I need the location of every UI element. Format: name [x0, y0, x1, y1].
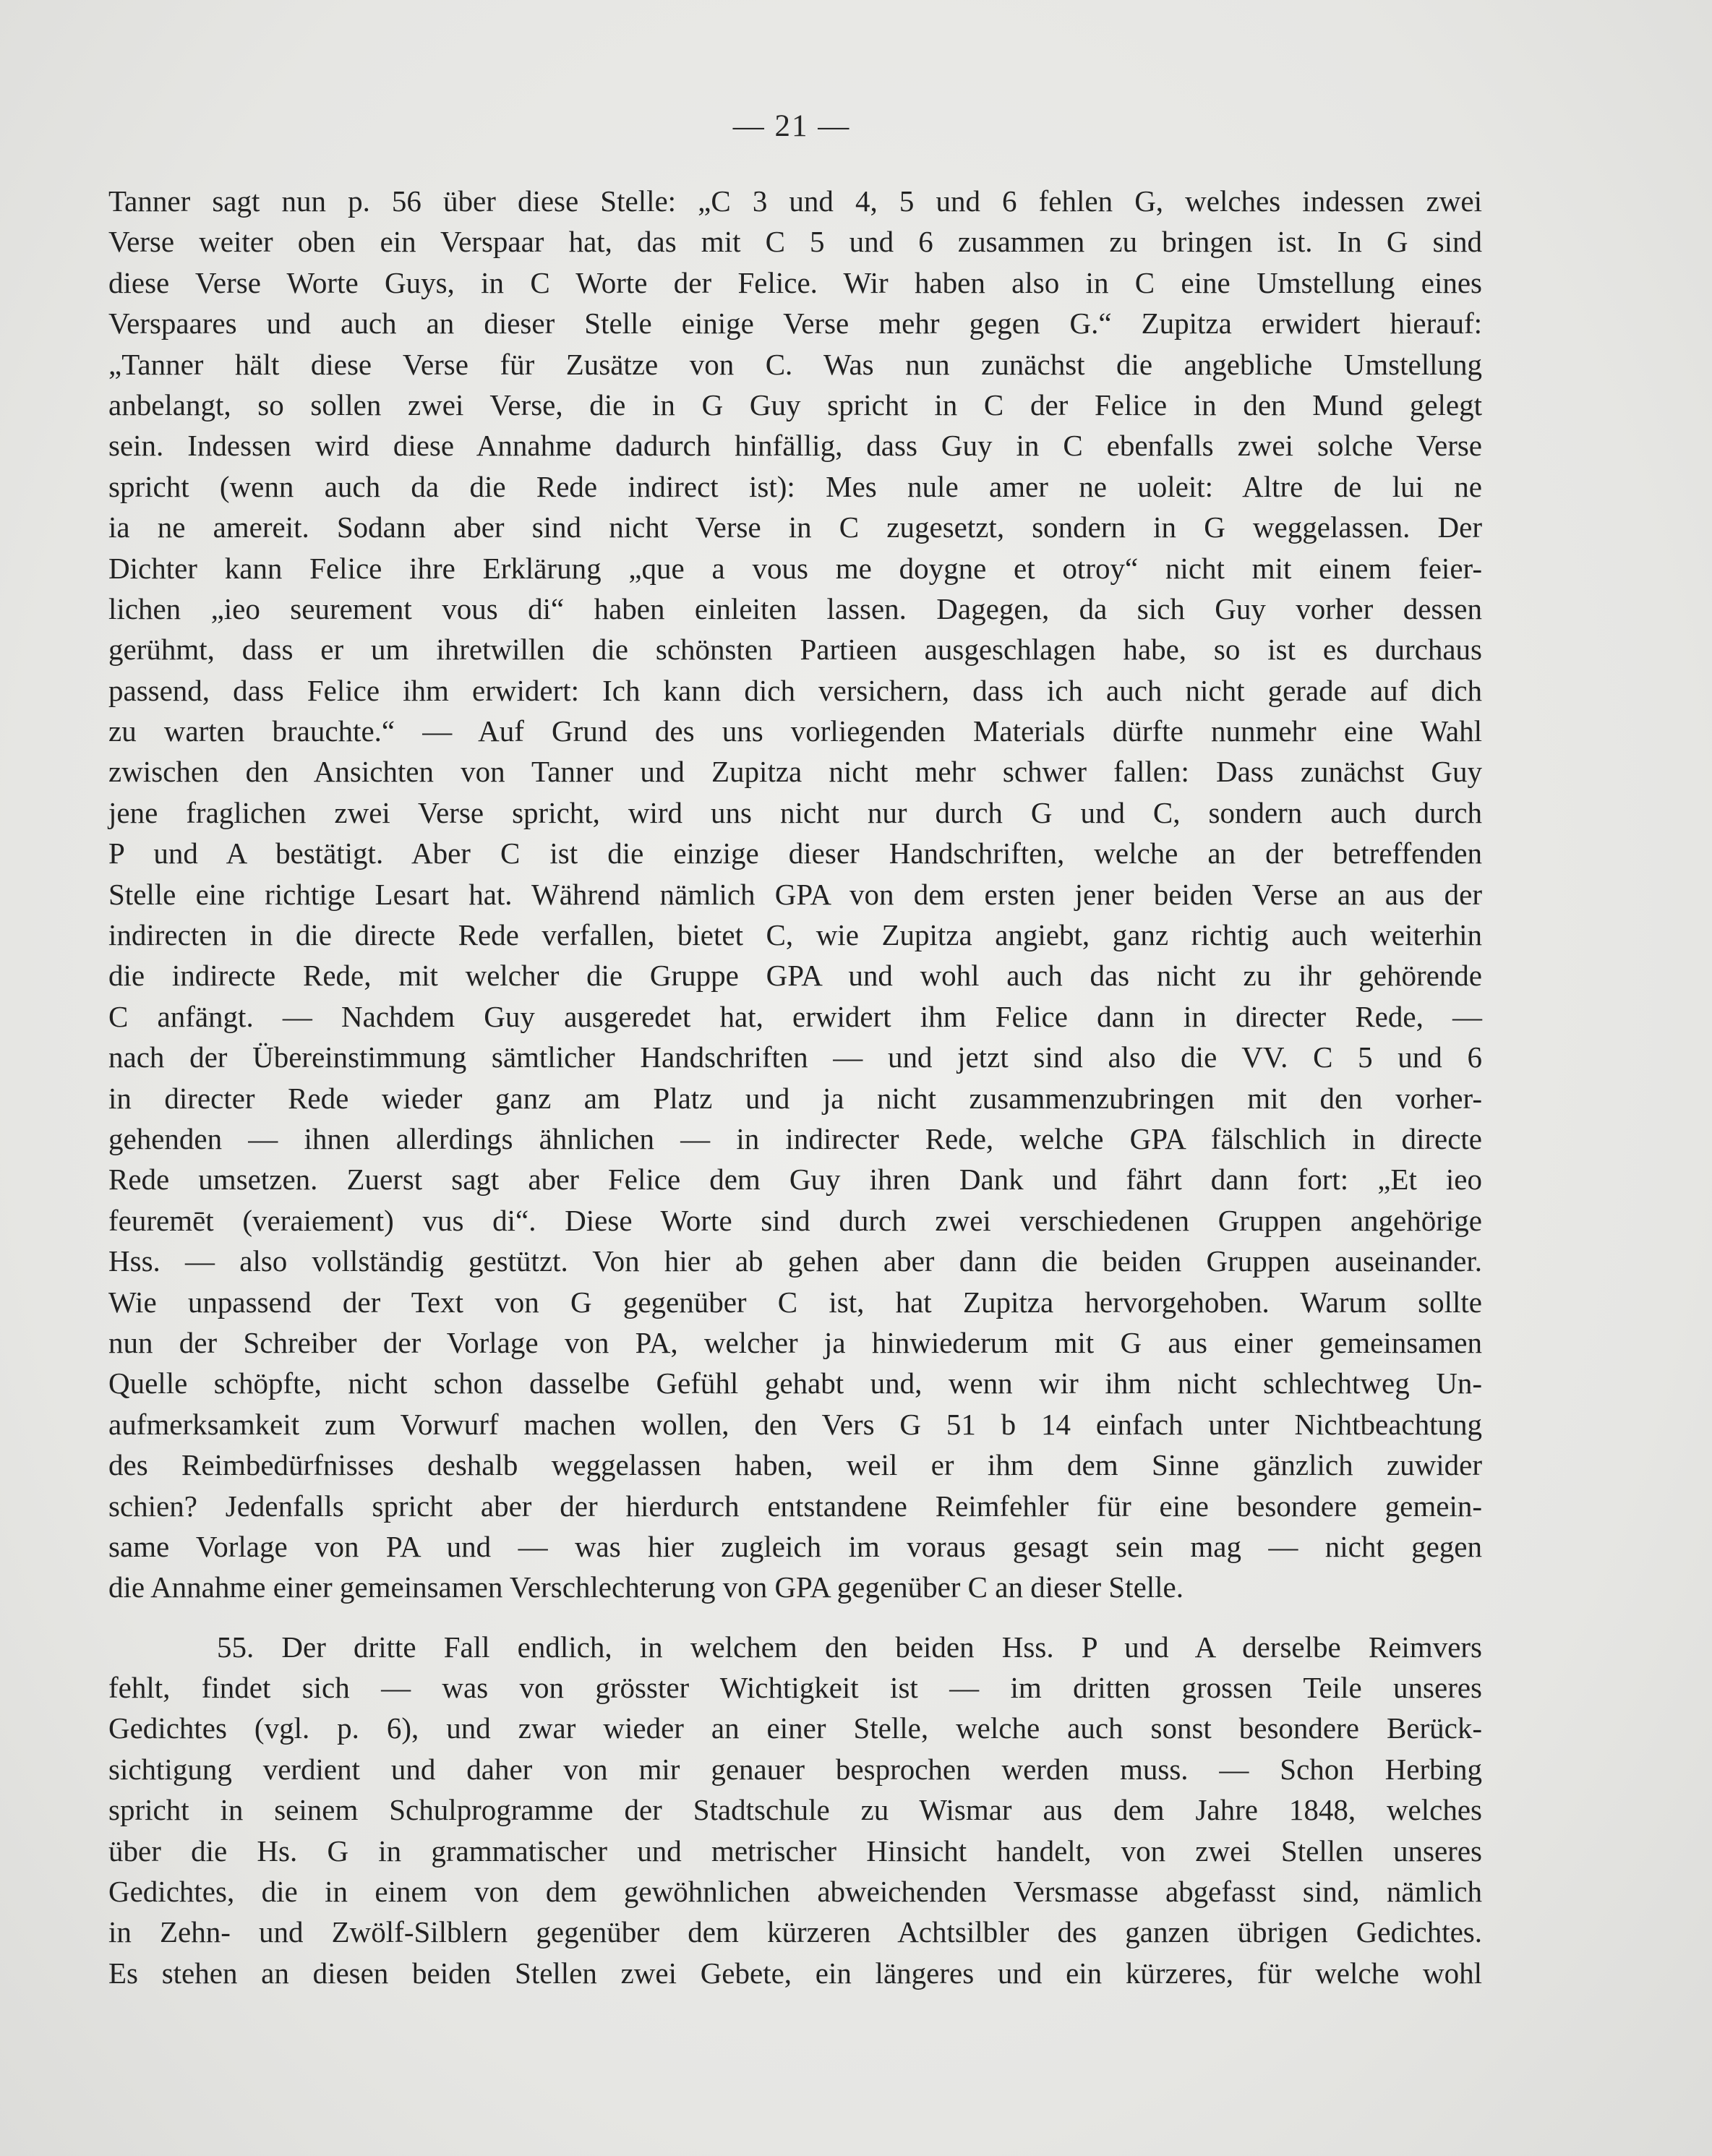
paragraph-tanner-zupitza: [108, 181, 1482, 1608]
text-line: aufmerksamkeit zum Vorwurf machen wollen, den Vers G 51 b 14 einfach unter Nichtbeachtung: [108, 1407, 1482, 1441]
text-line: Verspaares und auch an dieser Stelle einige Verse mehr gegen G.“ Zupitza erwidert hierauf:: [108, 307, 1482, 341]
text-line: diese Verse Worte Guys, in C Worte der Felice. Wir haben also in C eine Umstellung eines: [108, 265, 1482, 299]
text-line: passend, dass Felice ihm erwidert: Ich kann dich versichern, dass ich auch nicht gerade auf dich: [108, 673, 1482, 707]
text-line: anbelangt, so sollen zwei Verse, die in G Guy spricht in C der Felice in den Mund gelegt: [108, 388, 1482, 422]
text-line: ia ne amereit. Sodann aber sind nicht Verse in C zugesetzt, sondern in G weggelassen. Der: [108, 510, 1482, 544]
text-line: schien? Jedenfalls spricht aber der hierdurch entstandene Reimfehler für eine besondere gemein-: [108, 1489, 1482, 1523]
text-line: fehlt, findet sich — was von grösster Wichtigkeit ist — im dritten grossen Teile unseres: [108, 1671, 1482, 1705]
text-line: C anfängt. — Nachdem Guy ausgeredet hat, erwidert ihm Felice dann in directer Rede, —: [108, 999, 1482, 1033]
text-line: P und A bestätigt. Aber C ist die einzige dieser Handschriften, welche an der betreffenden: [108, 837, 1482, 870]
text-line: in directer Rede wieder ganz am Platz und ja nicht zusammenzubringen mit den vorher-: [108, 1081, 1482, 1115]
text-line: feuremēt (veraiement) vus di“. Diese Worte sind durch zwei verschiedenen Gruppen angehörige: [108, 1203, 1482, 1237]
text-line: 55. Der dritte Fall endlich, in welchem den beiden Hss. P und A derselbe Reimvers: [217, 1630, 1482, 1664]
text-line: jene fraglichen zwei Verse spricht, wird uns nicht nur durch G und C, sondern auch durch: [108, 795, 1482, 829]
text-line: Verse weiter oben ein Verspaar hat, das mit C 5 und 6 zusammen zu bringen ist. In G sind: [108, 225, 1482, 259]
text-line: spricht (wenn auch da die Rede indirect ist): Mes nule amer ne uoleit: Altre de lui ne: [108, 469, 1482, 503]
text-line: des Reimbedürfnisses deshalb weggelassen haben, weil er ihm dem Sinne gänzlich zuwider: [108, 1448, 1482, 1482]
text-line: spricht in seinem Schulprogramme der Stadtschule zu Wismar aus dem Jahre 1848, welches: [108, 1793, 1482, 1827]
text-line: Hss. — also vollständig gestützt. Von hier ab gehen aber dann die beiden Gruppen auseinander.: [108, 1244, 1482, 1278]
text-line: Dichter kann Felice ihre Erklärung „que a vous me doygne et otroy“ nicht mit einem feier-: [108, 551, 1482, 585]
text-line: Wie unpassend der Text von G gegenüber C ist, hat Zupitza hervorgehoben. Warum sollte: [108, 1285, 1482, 1319]
text-line: nach der Übereinstimmung sämtlicher Handschriften — und jetzt sind also die VV. C 5 und 6: [108, 1040, 1482, 1074]
text-line: Es stehen an diesen beiden Stellen zwei Gebete, ein längeres und ein kürzeres, für welche wohl: [108, 1956, 1482, 1990]
text-line: Stelle eine richtige Lesart hat. Während nämlich GPA von dem ersten jener beiden Verse an aus der: [108, 877, 1482, 911]
text-line: gerühmt, dass er um ihretwillen die schönsten Partieen ausgeschlagen habe, so ist es durchaus: [108, 633, 1482, 667]
text-line: Quelle schöpfte, nicht schon dasselbe Gefühl gehabt und, wenn wir ihm nicht schlechtweg Un-: [108, 1366, 1482, 1400]
text-line: in Zehn- und Zwölf-Silblern gegenüber dem kürzeren Achtsilbler des ganzen übrigen Gedichtes.: [108, 1915, 1482, 1949]
text-line: über die Hs. G in grammatischer und metrischer Hinsicht handelt, von zwei Stellen unseres: [108, 1834, 1482, 1868]
text-line: Gedichtes (vgl. p. 6), und zwar wieder an einer Stelle, welche auch sonst besondere Berück-: [108, 1711, 1482, 1745]
text-line: die Annahme einer gemeinsamen Verschlechterung von GPA gegenüber C an dieser Stelle.: [108, 1570, 1184, 1604]
page-number: — 21 —: [732, 109, 851, 143]
text-line: indirecten in die directe Rede verfallen, bietet C, wie Zupitza angiebt, ganz richtig auch weiterhin: [108, 918, 1482, 952]
text-line: lichen „ieo seurement vous di“ haben einleiten lassen. Dagegen, da sich Guy vorher dessen: [108, 591, 1482, 625]
text-line: sein. Indessen wird diese Annahme dadurch hinfällig, dass Guy in C ebenfalls zwei solche Verse: [108, 429, 1482, 463]
paragraph-section-55: [108, 1627, 1482, 1994]
text-line: die indirecte Rede, mit welcher die Gruppe GPA und wohl auch das nicht zu ihr gehörende: [108, 959, 1482, 993]
text-line: nun der Schreiber der Vorlage von PA, welcher ja hinwiederum mit G aus einer gemeinsamen: [108, 1325, 1482, 1359]
text-line: Tanner sagt nun p. 56 über diese Stelle: „C 3 und 4, 5 und 6 fehlen G, welches indessen zwei: [108, 184, 1482, 218]
text-line: same Vorlage von PA und — was hier zugleich im voraus gesagt sein mag — nicht gegen: [108, 1529, 1482, 1563]
text-line: zu warten brauchte.“ — Auf Grund des uns vorliegenden Materials dürfte nunmehr eine Wahl: [108, 714, 1482, 748]
body-text: [108, 181, 1482, 1993]
text-line: Gedichtes, die in einem von dem gewöhnlichen abweichenden Versmasse abgefasst sind, nämlich: [108, 1875, 1482, 1909]
text-line: „Tanner hält diese Verse für Zusätze von C. Was nun zunächst die angebliche Umstellung: [108, 347, 1482, 381]
text-line: Rede umsetzen. Zuerst sagt aber Felice dem Guy ihren Dank und fährt dann fort: „Et ieo: [108, 1163, 1482, 1197]
text-line: gehenden — ihnen allerdings ähnlichen — in indirecter Rede, welche GPA fälschlich in directe: [108, 1121, 1482, 1155]
text-line: zwischen den Ansichten von Tanner und Zupitza nicht mehr schwer fallen: Dass zunächst Guy: [108, 755, 1482, 789]
text-line: sichtigung verdient und daher von mir genauer besprochen werden muss. — Schon Herbing: [108, 1752, 1482, 1786]
